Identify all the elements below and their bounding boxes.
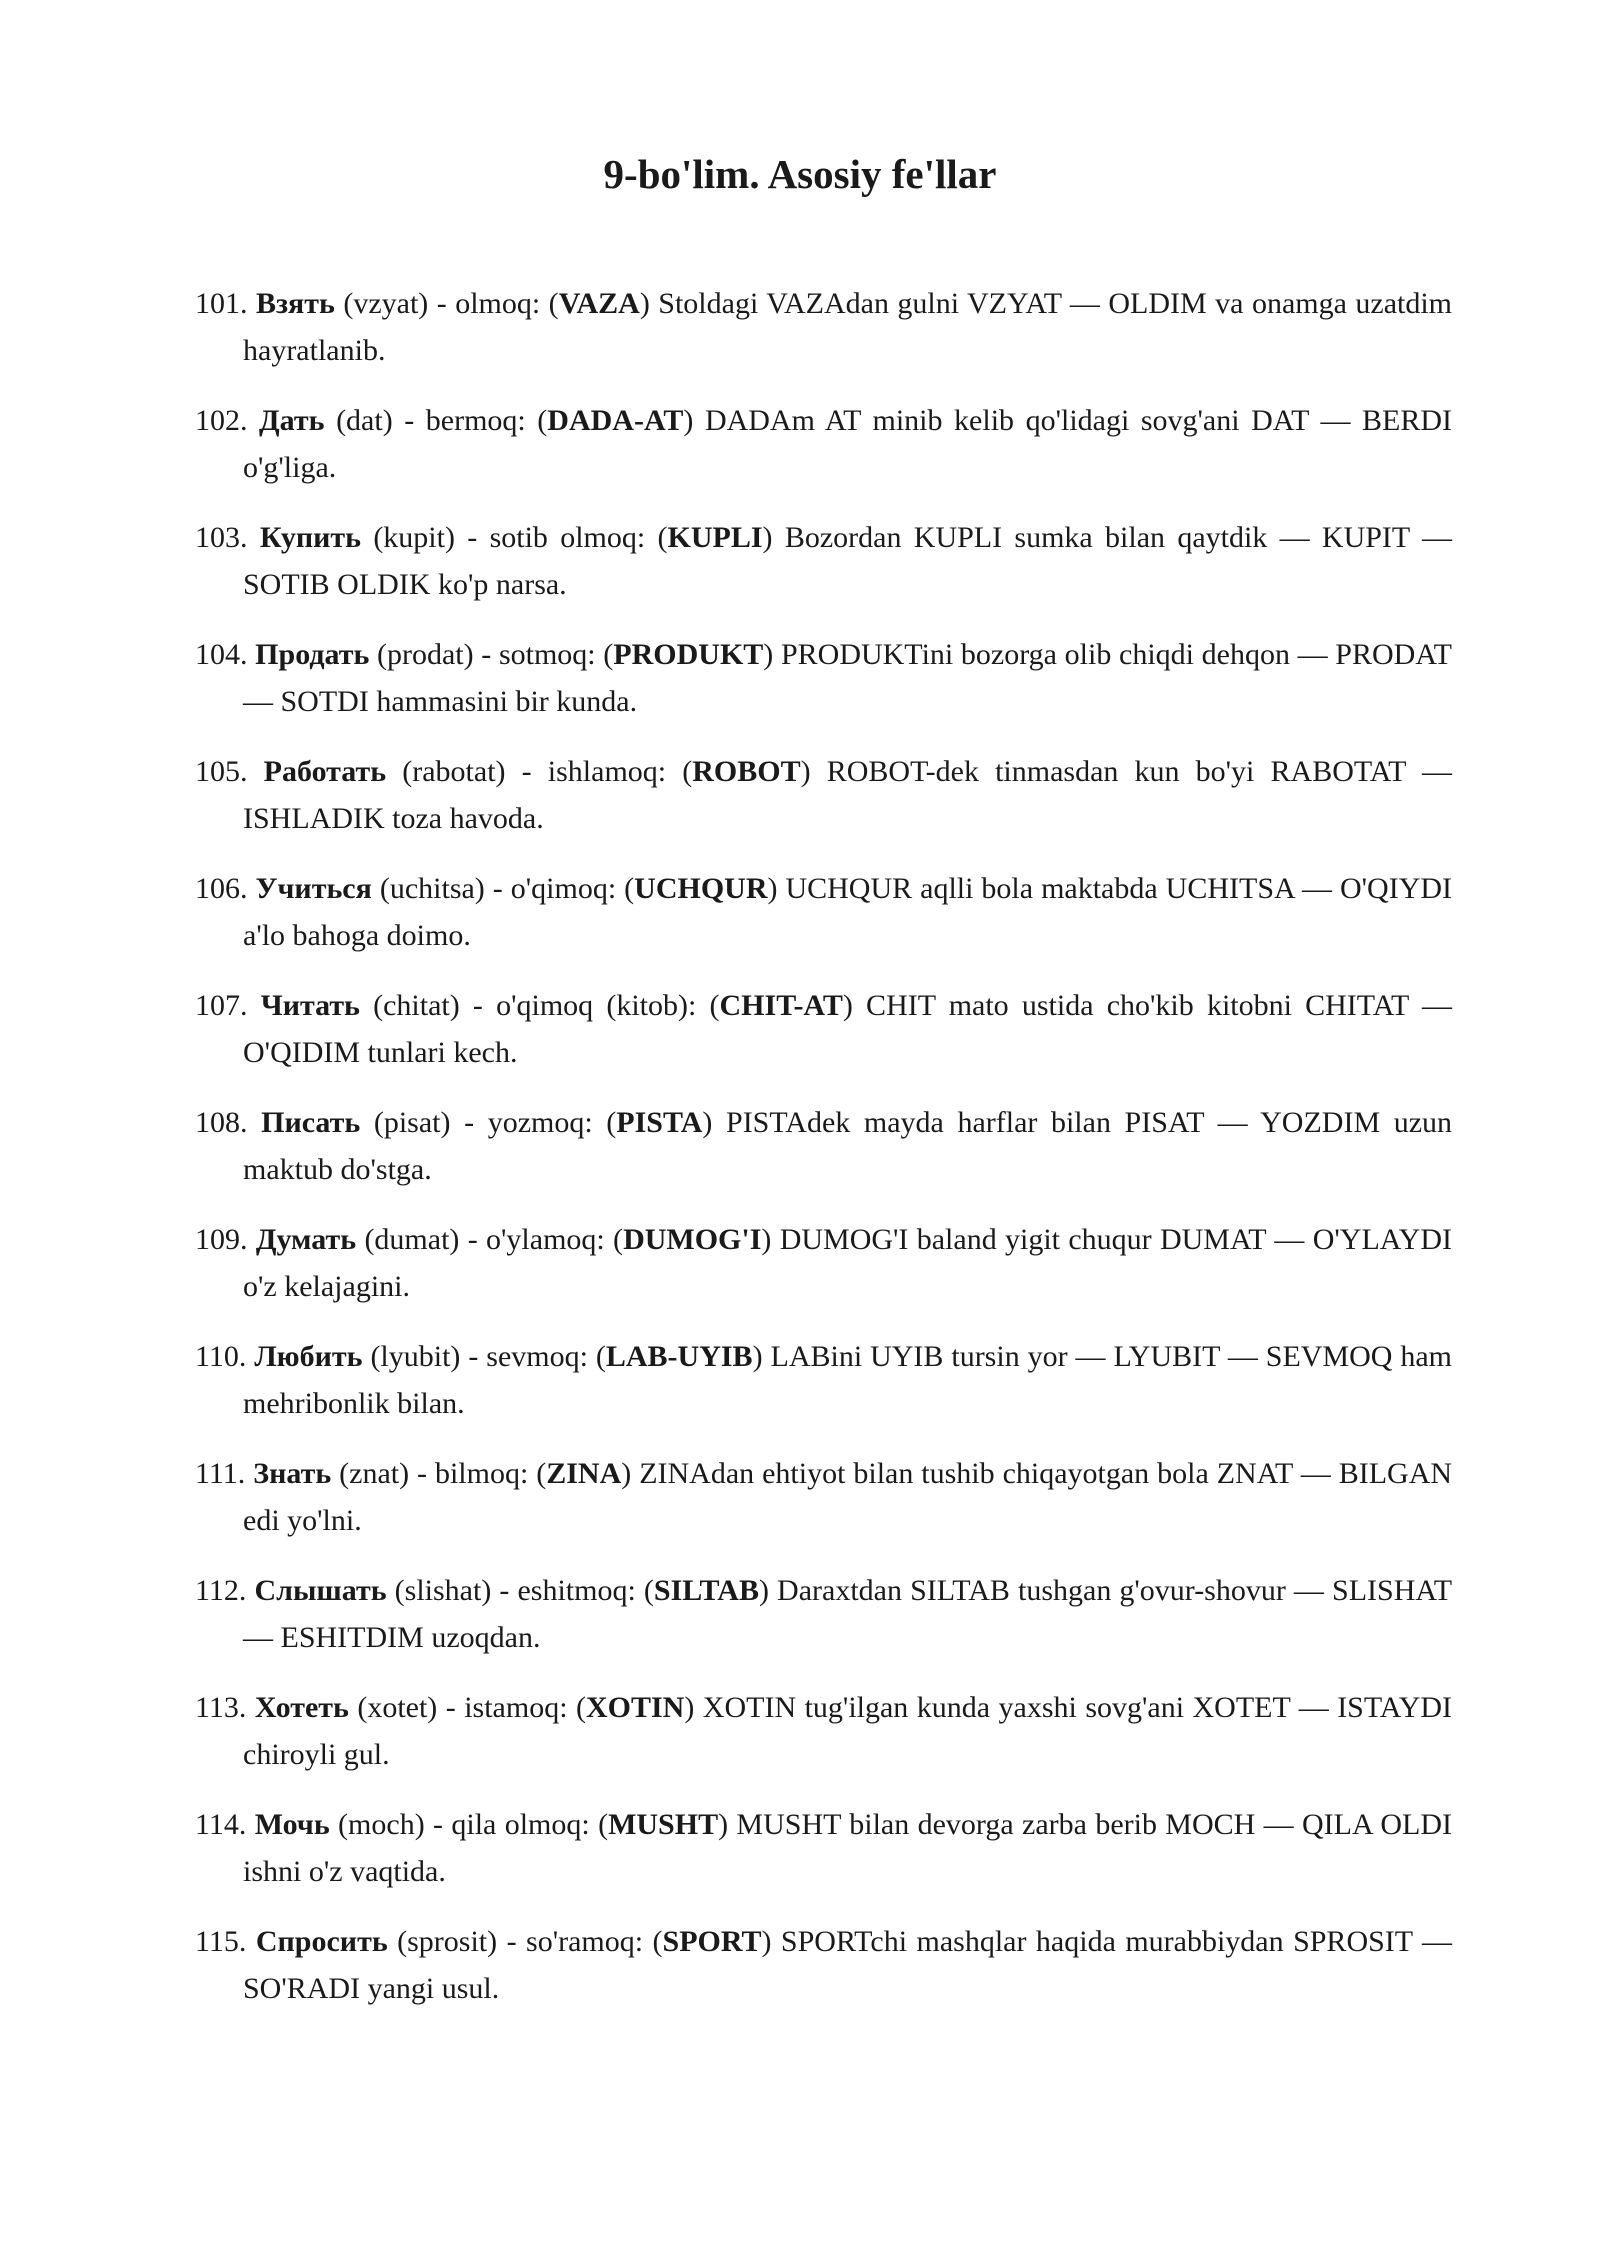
mnemonic-text: ) UCHQUR aqlli bola maktabda UCHITSA — O'QIYDI a'lo bahoga doimo. xyxy=(243,872,1453,952)
entry-number: 113. xyxy=(195,1691,247,1724)
transliteration: (uchitsa) xyxy=(379,872,485,905)
meaning: - o'qimoq (kitob): ( xyxy=(472,989,720,1022)
russian-word: Писать xyxy=(261,1106,361,1139)
russian-word: Читать xyxy=(260,989,360,1022)
entry-number: 104. xyxy=(195,638,248,671)
list-item xyxy=(195,1684,1452,1778)
russian-word: Дать xyxy=(259,404,325,437)
russian-word: Мочь xyxy=(254,1808,330,1841)
entry-number: 111. xyxy=(195,1457,246,1490)
meaning: - o'qimoq: ( xyxy=(492,872,635,905)
russian-word: Учиться xyxy=(255,872,372,905)
entry-number: 112. xyxy=(195,1574,247,1607)
meaning: - ishlamoq: ( xyxy=(521,755,693,788)
meaning: - qila olmoq: ( xyxy=(433,1808,609,1841)
russian-word: Купить xyxy=(259,521,361,554)
keyword: CHIT-AT xyxy=(719,989,843,1022)
russian-word: Работать xyxy=(263,755,387,788)
russian-word: Хотеть xyxy=(254,1691,349,1724)
transliteration: (lyubit) xyxy=(370,1340,461,1373)
meaning: - olmoq: ( xyxy=(436,287,559,320)
list-item xyxy=(195,1099,1452,1193)
list-item xyxy=(195,514,1452,608)
list-item xyxy=(195,1216,1452,1310)
entry-number: 109. xyxy=(195,1223,248,1256)
verb-list xyxy=(195,280,1452,2035)
transliteration: (dumat) xyxy=(364,1223,460,1256)
russian-word: Взять xyxy=(255,287,335,320)
list-item xyxy=(195,1918,1452,2012)
keyword: VAZA xyxy=(558,287,640,320)
entry-number: 105. xyxy=(195,755,248,788)
entry-number: 114. xyxy=(195,1808,247,1841)
meaning: - eshitmoq: ( xyxy=(499,1574,654,1607)
entry-number: 106. xyxy=(195,872,248,905)
keyword: SPORT xyxy=(662,1925,762,1958)
keyword: PRODUKT xyxy=(613,638,764,671)
transliteration: (vzyat) xyxy=(343,287,429,320)
list-item xyxy=(195,865,1452,959)
entry-number: 107. xyxy=(195,989,248,1022)
list-item xyxy=(195,1567,1452,1661)
russian-word: Спросить xyxy=(255,1925,388,1958)
mnemonic-text: ) CHIT mato ustida cho'kib kitobni CHITAT — O'QIDIM tunlari kech. xyxy=(243,989,1453,1069)
list-item xyxy=(195,1333,1452,1427)
mnemonic-text: ) SPORTchi mashqlar haqida murabbiydan SPROSIT — SO'RADI yangi usul. xyxy=(243,1925,1453,2005)
keyword: PISTA xyxy=(616,1106,703,1139)
keyword: ZINA xyxy=(546,1457,622,1490)
mnemonic-text: ) Bozordan KUPLI sumka bilan qaytdik — KUPIT — SOTIB OLDIK ko'p narsa. xyxy=(243,521,1453,601)
transliteration: (moch) xyxy=(338,1808,425,1841)
keyword: DADA-AT xyxy=(547,404,684,437)
transliteration: (znat) xyxy=(339,1457,410,1490)
mnemonic-text: ) LABini UYIB tursin yor — LYUBIT — SEVMOQ ham mehribonlik bilan. xyxy=(243,1340,1453,1420)
mnemonic-text: ) ZINAdan ehtiyot bilan tushib chiqayotgan bola ZNAT — BILGAN edi yo'lni. xyxy=(243,1457,1453,1537)
list-item xyxy=(195,631,1452,725)
keyword: LAB-UYIB xyxy=(605,1340,753,1373)
meaning: - sotmoq: ( xyxy=(481,638,614,671)
mnemonic-text: ) PISTAdek mayda harflar bilan PISAT — YOZDIM uzun maktub do'stga. xyxy=(243,1106,1453,1186)
entry-number: 103. xyxy=(195,521,248,554)
keyword: XOTIN xyxy=(586,1691,685,1724)
transliteration: (xotet) xyxy=(357,1691,438,1724)
mnemonic-text: ) Daraxtdan SILTAB tushgan g'ovur-shovur — SLISHAT — ESHITDIM uzoqdan. xyxy=(243,1574,1453,1654)
mnemonic-text: ) DUMOG'I baland yigit chuqur DUMAT — O'YLAYDI o'z kelajagini. xyxy=(243,1223,1452,1303)
keyword: KUPLI xyxy=(667,521,763,554)
keyword: ROBOT xyxy=(692,755,801,788)
mnemonic-text: ) ROBOT-dek tinmasdan kun bo'yi RABOTAT — ISHLADIK toza havoda. xyxy=(243,755,1453,835)
entry-number: 102. xyxy=(195,404,248,437)
russian-word: Любить xyxy=(254,1340,363,1373)
keyword: MUSHT xyxy=(608,1808,719,1841)
meaning: - so'ramoq: ( xyxy=(506,1925,663,1958)
transliteration: (kupit) xyxy=(373,521,455,554)
mnemonic-text: ) DADAm AT minib kelib qo'lidagi sovg'ani DAT — BERDI o'g'liga. xyxy=(243,404,1452,484)
mnemonic-text: ) PRODUKTini bozorga olib chiqdi dehqon — PRODAT — SOTDI hammasini bir kunda. xyxy=(243,638,1452,718)
meaning: - istamoq: ( xyxy=(445,1691,586,1724)
transliteration: (rabotat) xyxy=(402,755,506,788)
transliteration: (sprosit) xyxy=(397,1925,498,1958)
transliteration: (chitat) xyxy=(373,989,460,1022)
meaning: - yozmoq: ( xyxy=(464,1106,617,1139)
keyword: DUMOG'I xyxy=(623,1223,762,1256)
mnemonic-text: ) Stoldagi VAZAdan gulni VZYAT — OLDIM va onamga uzatdim hayratlanib. xyxy=(243,287,1453,367)
mnemonic-text: ) MUSHT bilan devorga zarba berib MOCH — QILA OLDI ishni o'z vaqtida. xyxy=(243,1808,1453,1888)
transliteration: (slishat) xyxy=(394,1574,492,1607)
transliteration: (prodat) xyxy=(377,638,474,671)
transliteration: (pisat) xyxy=(373,1106,451,1139)
list-item xyxy=(195,1801,1452,1895)
list-item xyxy=(195,397,1452,491)
keyword: SILTAB xyxy=(653,1574,759,1607)
list-item xyxy=(195,1450,1452,1544)
meaning: - sotib olmoq: ( xyxy=(467,521,668,554)
transliteration: (dat) xyxy=(336,404,393,437)
meaning: - bilmoq: ( xyxy=(417,1457,547,1490)
entry-number: 115. xyxy=(195,1925,247,1958)
russian-word: Думать xyxy=(255,1223,357,1256)
list-item xyxy=(195,748,1452,842)
meaning: - o'ylamoq: ( xyxy=(467,1223,624,1256)
list-item xyxy=(195,280,1452,374)
meaning: - sevmoq: ( xyxy=(468,1340,606,1373)
entry-number: 101. xyxy=(195,287,248,320)
meaning: - bermoq: ( xyxy=(404,404,548,437)
mnemonic-text: ) XOTIN tug'ilgan kunda yaxshi sovg'ani XOTET — ISTAYDI chiroyli gul. xyxy=(243,1691,1453,1771)
russian-word: Знать xyxy=(253,1457,332,1490)
entry-number: 108. xyxy=(195,1106,248,1139)
entry-number: 110. xyxy=(195,1340,247,1373)
keyword: UCHQUR xyxy=(634,872,768,905)
russian-word: Продать xyxy=(255,638,370,671)
page-title: 9-bo'lim. Asosiy fe'llar xyxy=(603,151,997,197)
russian-word: Слышать xyxy=(254,1574,387,1607)
list-item xyxy=(195,982,1452,1076)
